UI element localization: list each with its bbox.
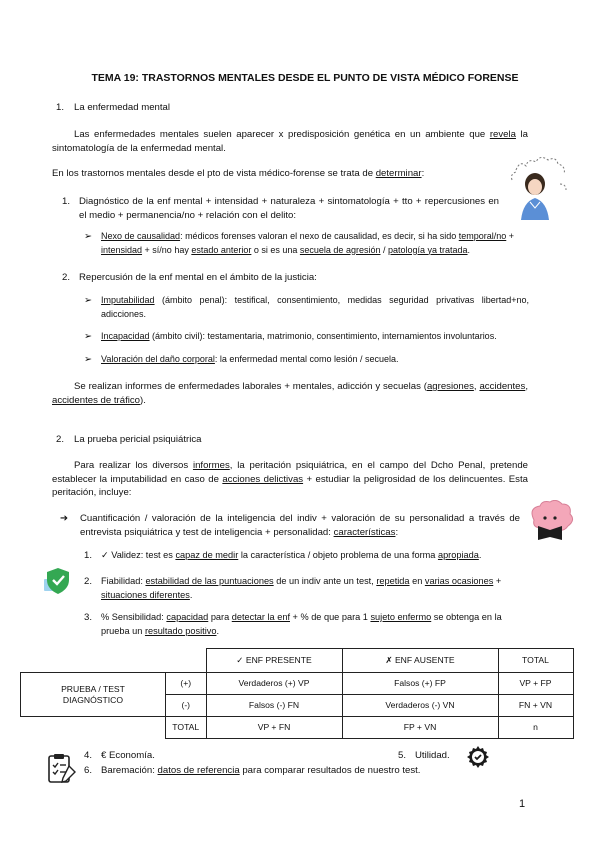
table-cell: TOTAL — [166, 717, 207, 739]
utilidad-text: Utilidad. — [415, 750, 450, 761]
checklist-clipboard-icon — [45, 752, 79, 786]
nexo-causalidad-text: Nexo de causalidad: médicos forenses valoran el nexo de causalidad, es decir, si ha sido temporal/no + intensidad + sí/no hay estado anterior o si es una secuela de agresión / patología ya tratada. — [101, 231, 515, 255]
table-cell: n — [498, 717, 573, 739]
header-enf-ausente: ✗ ENF AUSENTE — [342, 649, 498, 673]
section-1-number: 1. — [56, 102, 65, 113]
thinking-woman-icon — [508, 150, 570, 222]
economia-text: € Economía. — [101, 750, 155, 761]
baremacion-text: Baremación: datos de referencia para comparar resultados de nuestro test. — [101, 765, 421, 776]
table-cell: Falsos (-) FN — [206, 695, 342, 717]
s1-item-2-number: 2. — [62, 272, 71, 283]
c5-number: 5. — [398, 750, 407, 761]
page-title: TEMA 19: TRASTORNOS MENTALES DESDE EL PUNTO DE VISTA MÉDICO FORENSE — [91, 72, 519, 84]
table-cell: Verdaderos (+) VP — [206, 673, 342, 695]
c6-number: 6. — [84, 765, 93, 776]
sensibilidad-text: % Sensibilidad: capacidad para detectar la enf + % de que para 1 sujeto enfermo se obtenga en la prueba un resultado positivo. — [101, 612, 502, 636]
section-2-number: 2. — [56, 434, 65, 445]
c3-number: 3. — [84, 612, 93, 623]
table-cell: Falsos (+) FP — [342, 673, 498, 695]
table-cell: VP + FN — [206, 717, 342, 739]
header-total: TOTAL — [498, 649, 573, 673]
c4-number: 4. — [84, 750, 93, 761]
s1-paragraph-3: Se realizan informes de enfermedades laborales + mentales, adicción y secuelas (agresiones, accidentes, accidentes de tráfico). — [52, 381, 528, 406]
section-1-heading: La enfermedad mental — [74, 102, 170, 113]
s1-paragraph-1: Las enfermedades mentales suelen aparecer x predisposición genética en un ambiente que revela la sintomatología de la enfermedad mental. — [52, 129, 528, 154]
arrow-bullet-icon: ➢ — [84, 231, 93, 242]
right-arrow-bullet-icon: ➔ — [60, 513, 69, 524]
table-cell: (+) — [166, 673, 207, 695]
c1-number: 1. — [84, 550, 93, 561]
table-cell: FP + VN — [342, 717, 498, 739]
s1-item-2-text: Repercusión de la enf mental en el ámbito de la justicia: — [79, 272, 317, 283]
arrow-bullet-icon: ➢ — [84, 354, 93, 365]
imputabilidad-text: Imputabilidad (ámbito penal): testifical, consentimiento, medidas seguridad privativas libertad+no, adicciones. — [101, 295, 529, 319]
table-cell: VP + FP — [498, 673, 573, 695]
s1-paragraph-2: En los trastornos mentales desde el pto de vista médico-forense se trata de determinar: — [52, 168, 425, 179]
arrow-bullet-icon: ➢ — [84, 331, 93, 342]
diagnostic-test-table — [20, 648, 574, 739]
shield-check-icon — [43, 565, 73, 597]
valoracion-dano-text: Valoración del daño corporal: la enfermedad mental como lesión / secuela. — [101, 354, 399, 364]
brain-reading-icon — [526, 500, 574, 542]
gear-check-icon — [466, 745, 490, 769]
row-label-prueba: PRUEBA / TEST DIAGNÓSTICO — [21, 673, 166, 717]
fiabilidad-text: Fiabilidad: estabilidad de las puntuaciones de un indiv ante un test, repetida en varias ocasiones + situaciones diferentes. — [101, 576, 502, 600]
page-number: 1 — [519, 798, 526, 810]
incapacidad-text: Incapacidad (ámbito civil): testamentaria, matrimonio, consentimiento, internamientos involuntarios. — [101, 331, 497, 341]
arrow-bullet-icon: ➢ — [84, 295, 93, 306]
validez-text: ✓ Validez: test es capaz de medir la característica / objeto problema de una forma apropiada. — [101, 550, 482, 560]
c2-number: 2. — [84, 576, 93, 587]
section-2-heading: La prueba pericial psiquiátrica — [74, 434, 202, 445]
table-cell: (-) — [166, 695, 207, 717]
table-cell: Verdaderos (-) VN — [342, 695, 498, 717]
header-enf-presente: ✓ ENF PRESENTE — [206, 649, 342, 673]
s2-paragraph-1: Para realizar los diversos informes, la peritación psiquiátrica, en el campo del Dcho Penal, pretende establecer la imputabilidad en caso de acciones delictivas + estudiar la peligrosidad de los delincuentes. Esta peritación, incluye: — [52, 460, 528, 498]
s1-item-1-text: Diagnóstico de la enf mental + intensidad + naturaleza + sintomatología + tto + repercusiones en el medio + permanencia/no + relación con el delito: — [79, 196, 499, 221]
table-cell: FN + VN — [498, 695, 573, 717]
cuantificacion-text: Cuantificación / valoración de la inteligencia del indiv + valoración de su personalidad a través de entrevista psiquiátrica y test de inteligencia + personalidad: características: — [80, 513, 520, 538]
s1-item-1-number: 1. — [62, 196, 71, 207]
